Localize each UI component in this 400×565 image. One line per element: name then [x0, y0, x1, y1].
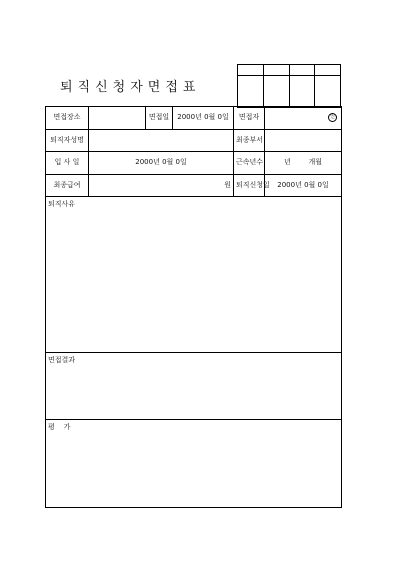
retire-reason-section[interactable]: [46, 197, 342, 353]
retiree-name-field[interactable]: [89, 129, 234, 152]
form-row: [46, 129, 342, 152]
approval-header-cell: [289, 65, 315, 76]
seal-icon: 인: [328, 113, 337, 122]
form-row: [46, 197, 342, 353]
final-dept-label: 최종부서: [234, 129, 265, 152]
final-salary-label: 최종급여: [46, 174, 89, 197]
form-row: [46, 353, 342, 420]
interviewer-label: 면접자: [234, 107, 265, 130]
form-row: [46, 107, 342, 130]
retire-request-date-field[interactable]: 2000년 0월 0일: [265, 174, 342, 197]
hire-date-label: 입 사 일: [46, 152, 89, 175]
approval-sign-cell[interactable]: [238, 76, 264, 108]
approval-header-cell: [263, 65, 289, 76]
approval-header-cell: [315, 65, 341, 76]
interview-result-label: 면접결과: [48, 356, 76, 364]
interview-place-label: 면접장소: [46, 107, 89, 130]
interview-place-field[interactable]: [89, 107, 146, 130]
interview-result-section[interactable]: [46, 353, 342, 420]
retire-request-date-label: 퇴직신청일: [234, 174, 265, 197]
form-row: [46, 420, 342, 508]
form-row: [46, 152, 342, 175]
interview-date-label: 면접일: [146, 107, 173, 130]
approval-sign-cell[interactable]: [315, 76, 341, 108]
approval-box: [237, 64, 341, 108]
approval-sign-cell[interactable]: [289, 76, 315, 108]
interview-form: [45, 106, 342, 508]
interviewer-field[interactable]: [265, 107, 342, 130]
final-salary-field[interactable]: 원: [89, 174, 234, 197]
form-row: [46, 174, 342, 197]
interview-date-field[interactable]: 2000년 0월 0일: [173, 107, 234, 130]
approval-sign-cell[interactable]: [263, 76, 289, 108]
evaluation-label: 평 가: [48, 423, 71, 431]
page-title: 퇴직신청자면접표: [60, 80, 201, 95]
service-years-label: 근속년수: [234, 152, 265, 175]
final-dept-field[interactable]: [265, 129, 342, 152]
service-years-field[interactable]: 년 개월: [265, 152, 342, 175]
approval-header-cell: [238, 65, 264, 76]
hire-date-field[interactable]: 2000년 0월 0일: [89, 152, 234, 175]
retire-reason-label: 퇴직사유: [48, 200, 76, 208]
evaluation-section[interactable]: [46, 420, 342, 508]
retiree-name-label: 퇴직자성명: [46, 129, 89, 152]
